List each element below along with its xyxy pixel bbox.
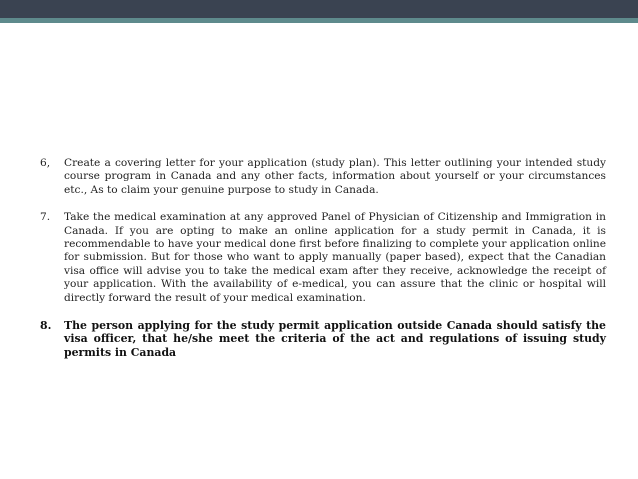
list-item-7 — [40, 211, 606, 305]
list-item-6 — [40, 157, 606, 197]
slide-header-bar — [0, 0, 638, 18]
list-item-number: 8. — [40, 319, 52, 333]
list-item-8 — [40, 319, 606, 359]
list-item-text: The person applying for the study permit application outside Canada should satisfy the visa officer, that he/she meet the criteria of the act and regulations of issuing study permits in Canada — [64, 319, 606, 359]
slide-body — [40, 157, 606, 373]
list-item-text: Create a covering letter for your application (study plan). This letter outlining your intended study course program in Canada and any other facts, information about yourself or your circumstances etc., As to claim your genuine purpose to study in Canada. — [64, 157, 606, 196]
slide-accent-bar — [0, 18, 638, 23]
list-item-text: Take the medical examination at any approved Panel of Physician of Citizenship and Immigration in Canada. If you are opting to make an online application for a study permit in Canada, it is recommendable to have your medical done first before finalizing to complete your application online for submission. But for those who want to apply manually (paper based), expect that the Canadian visa office will advise you to take the medical exam after they receive, acknowledge the receipt of your application. With the availability of e-medical, you can assure that the clinic or hospital will directly forward the result of your medical examination. — [64, 211, 606, 304]
list-item-number: 7. — [40, 211, 51, 224]
list-item-number: 6, — [40, 157, 51, 169]
